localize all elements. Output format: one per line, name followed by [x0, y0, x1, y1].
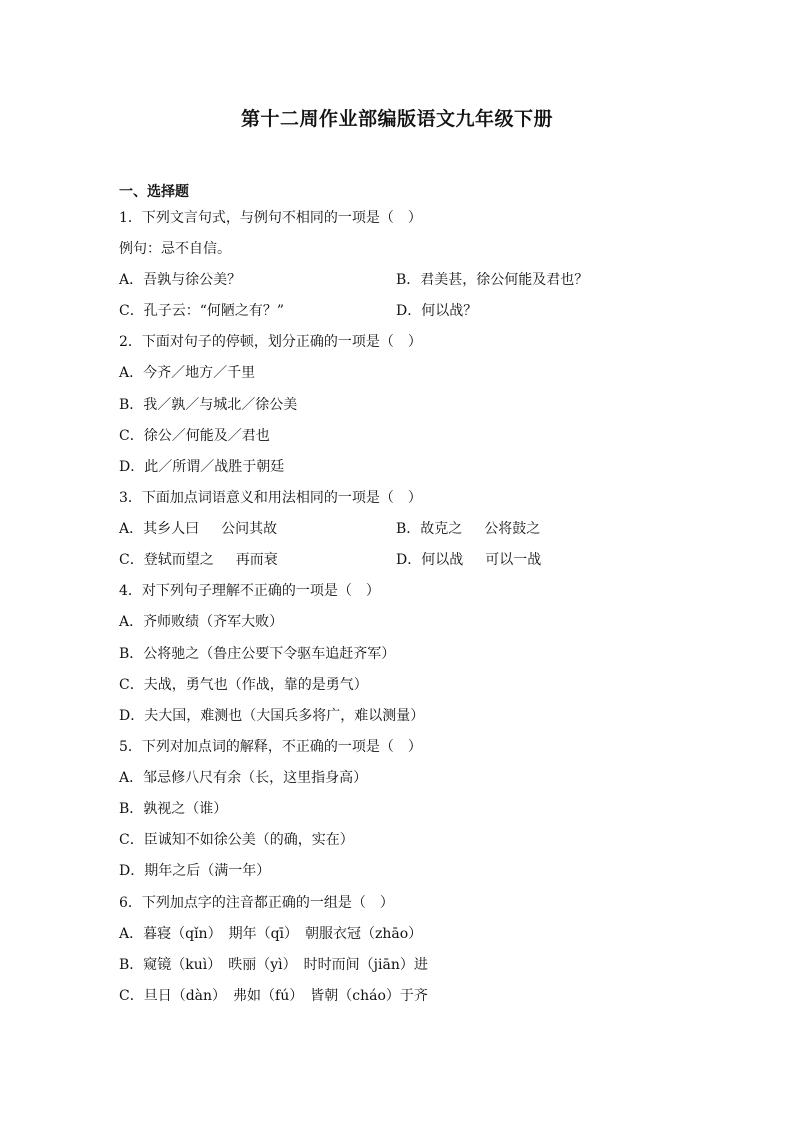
question-4-option-c: C．夫战，勇气也（作战，靠的是勇气）: [119, 677, 368, 693]
question-3-option-d: [396, 549, 541, 569]
option-a-part-2: 公问其故: [221, 521, 278, 537]
question-5-option-d: D．期年之后（满一年）: [119, 863, 271, 879]
question-6-option-a: A．暮寝（qǐn） 期年（qī） 朝服衣冠（zhāo）: [119, 926, 423, 942]
question-2-option-d: D．此／所谓／战胜于朝廷: [119, 459, 285, 475]
question-5-stem: 5．下列对加点词的解释，不正确的一项是（ ）: [119, 739, 422, 755]
question-3-option-c: [119, 549, 278, 569]
question-4-option-d: D．夫大国，难测也（大国兵多将广，难以测量）: [119, 708, 425, 724]
question-6-option-c: C．旦日（dàn） 弗如（fú） 皆朝（cháo）于齐: [119, 988, 428, 1004]
question-2-option-c: C．徐公／何能及／君也: [119, 428, 270, 444]
section-heading: 一、选择题: [119, 184, 189, 200]
question-1-example: 例句：忌不自信。: [119, 241, 231, 257]
question-1-option-a: A．吾孰与徐公美？: [119, 272, 242, 288]
option-c-part-2: 再而衰: [235, 552, 278, 568]
question-6-stem: 6．下列加点字的注音都正确的一组是（ ）: [119, 895, 394, 911]
question-3-option-b: [396, 518, 540, 538]
question-5-option-a: A．邹忌修八尺有余（长，这里指身高）: [119, 770, 368, 786]
question-2-option-a: A．今齐／地方／千里: [119, 365, 256, 381]
document-title: 第十二周作业部编版语文九年级下册: [240, 108, 553, 130]
question-1-stem: 1．下列文言句式，与例句不相同的一项是（ ）: [119, 210, 422, 226]
question-3-option-a: [119, 518, 277, 538]
question-4-option-b: B．公将驰之（鲁庄公要下令驱车追赶齐军）: [119, 646, 396, 662]
question-4-option-a: A．齐师败绩（齐军大败）: [119, 614, 284, 630]
option-d-part-2: 可以一战: [485, 552, 542, 568]
question-2-stem: 2．下面对句子的停顿，划分正确的一项是（ ）: [119, 334, 422, 350]
question-4-stem: 4．对下列句子理解不正确的一项是（ ）: [119, 583, 380, 599]
question-1-option-c: C．孔子云：“何陋之有？”: [119, 303, 285, 319]
question-1-option-d: D．何以战？: [396, 303, 478, 319]
option-c-part-1: C．登轼而望之: [119, 552, 214, 568]
question-1-option-b: B．君美甚，徐公何能及君也？: [396, 272, 589, 288]
question-3-stem: 3．下面加点词语意义和用法相同的一项是（ ）: [119, 490, 422, 506]
question-5-option-b: B．孰视之（谁）: [119, 801, 228, 817]
question-6-option-b: B．窥镜（kuì） 昳丽（yì） 时时而间（jiān）进: [119, 957, 428, 973]
option-a-part-1: A．其乡人曰: [119, 521, 200, 537]
question-5-option-c: C．臣诚知不如徐公美（的确，实在）: [119, 832, 354, 848]
option-d-part-1: D．何以战: [396, 552, 464, 568]
question-2-option-b: B．我／孰／与城北／徐公美: [119, 397, 298, 413]
option-b-part-1: B．故克之: [396, 521, 463, 537]
option-b-part-2: 公将鼓之: [484, 521, 541, 537]
